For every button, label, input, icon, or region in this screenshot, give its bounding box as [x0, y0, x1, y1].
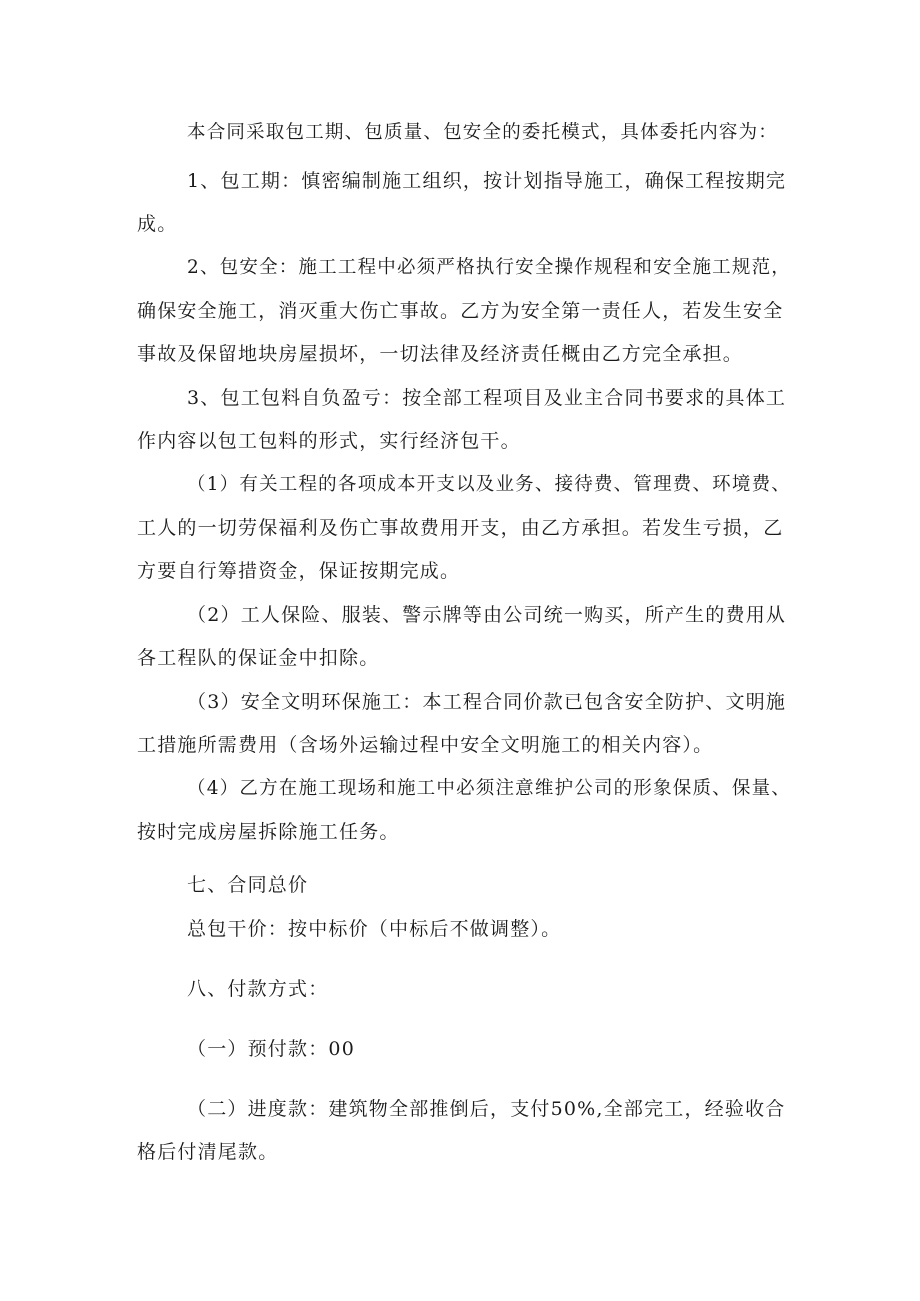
item-3-1-line-3: 方要自行筹措资金，保证按期完成。 — [137, 560, 461, 582]
item-3-3-line-1: （3）安全文明环保施工：本工程合同价款已包含安全防护、文明施 — [187, 691, 787, 713]
section-7-body: 总包干价：按中标价（中标后不做调整）。 — [187, 918, 562, 940]
item-3-1-line-1: （1）有关工程的各项成本开支以及业务、接待费、管理费、环境费、 — [187, 474, 791, 495]
item-2-line-3: 事故及保留地块房屋损坏，一切法律及经济责任概由乙方完全承担。 — [137, 343, 744, 365]
paragraph-intro-line-1: 本合同采取包工期、包质量、包安全的委托模式，具体委托内容为： — [187, 122, 779, 143]
item-3-3-line-2: 工措施所需费用（含场外运输过程中安全文明施工的相关内容）。 — [137, 734, 714, 756]
section-8-heading: 八、付款方式： — [187, 978, 329, 1000]
section-8-2-line-2: 格后付清尾款。 — [137, 1141, 279, 1163]
item-3-4-line-2: 按时完成房屋拆除施工任务。 — [137, 821, 400, 843]
item-3-2-line-2: 各工程队的保证金中扣除。 — [137, 647, 380, 669]
item-2-line-1: 2、包安全：施工工程中必须严格执行安全操作规程和安全施工规范， — [187, 257, 791, 278]
item-3-2-line-1: （2）工人保险、服装、警示牌等由公司统一购买，所产生的费用从 — [187, 604, 787, 626]
section-8-1: （一）预付款：00 — [187, 1038, 355, 1060]
item-1-line-1: 1、包工期：慎密编制施工组织，按计划指导施工，确保工程按期完 — [187, 170, 787, 192]
item-2-line-2: 确保安全施工，消灭重大伤亡事故。乙方为安全第一责任人，若发生安全 — [137, 300, 784, 322]
item-1-line-2: 成。 — [137, 213, 178, 235]
item-3-line-2: 作内容以包工包料的形式，实行经济包干。 — [137, 430, 521, 452]
item-3-line-1: 3、包工包料自负盈亏：按全部工程项目及业主合同书要求的具体工 — [187, 387, 787, 409]
item-3-1-line-2: 工人的一切劳保福利及伤亡事故费用开支，由乙方承担。若发生亏损，乙 — [137, 517, 784, 539]
section-7-heading: 七、合同总价 — [187, 874, 309, 896]
section-8-2-line-1: （二）进度款：建筑物全部推倒后，支付50%,全部完工，经验收合 — [187, 1098, 786, 1120]
item-3-4-line-1: （4）乙方在施工现场和施工中必须注意维护公司的形象保质、保量、 — [187, 778, 791, 799]
